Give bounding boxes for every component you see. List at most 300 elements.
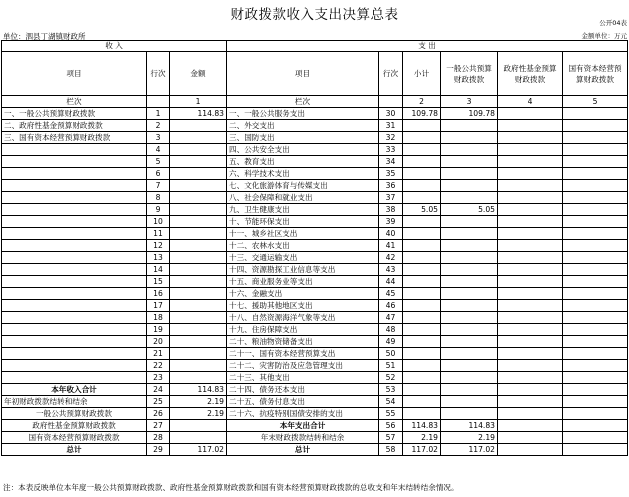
- row-subtotal: [403, 324, 441, 336]
- row-gov-fund: [498, 180, 563, 192]
- row-left-no: 19: [147, 324, 170, 336]
- row-left-amount: [170, 360, 227, 372]
- row-left-item: [2, 252, 147, 264]
- row-state-capital: [563, 228, 628, 240]
- row-gov-fund: [498, 396, 563, 408]
- row-general: [441, 312, 498, 324]
- row-right-item: 十一、城乡社区支出: [227, 228, 379, 240]
- row-right-no: 44: [379, 276, 403, 288]
- row-right-item: 十三、交通运输支出: [227, 252, 379, 264]
- table-row: [2, 180, 628, 192]
- row-right-no: 37: [379, 192, 403, 204]
- row-general: [441, 336, 498, 348]
- table-row: [2, 432, 628, 444]
- row-subtotal: [403, 144, 441, 156]
- row-left-item: 一般公共预算财政拨款: [2, 408, 147, 420]
- row-right-no: 33: [379, 144, 403, 156]
- row-right-no: 41: [379, 240, 403, 252]
- row-left-amount: [170, 120, 227, 132]
- row-general: 5.05: [441, 204, 498, 216]
- row-left-no: 24: [147, 384, 170, 396]
- table-row: [2, 132, 628, 144]
- row-subtotal: [403, 228, 441, 240]
- row-right-item: 二十四、债务还本支出: [227, 384, 379, 396]
- row-left-no: 10: [147, 216, 170, 228]
- row-right-no: 32: [379, 132, 403, 144]
- row-left-no: 16: [147, 288, 170, 300]
- income-section-header: 收 入: [2, 41, 227, 52]
- row-right-item: 六、科学技术支出: [227, 168, 379, 180]
- row-left-no: 2: [147, 120, 170, 132]
- row-left-item: [2, 180, 147, 192]
- row-gov-fund: [498, 216, 563, 228]
- row-general: [441, 216, 498, 228]
- row-general: [441, 252, 498, 264]
- row-left-no: 1: [147, 108, 170, 120]
- row-left-item: [2, 204, 147, 216]
- row-left-item: 总计: [2, 444, 147, 456]
- table-row: [2, 240, 628, 252]
- row-left-amount: [170, 156, 227, 168]
- row-right-no: 34: [379, 156, 403, 168]
- row-gov-fund: [498, 372, 563, 384]
- row-gov-fund: [498, 156, 563, 168]
- row-gov-fund: [498, 384, 563, 396]
- row-left-no: 14: [147, 264, 170, 276]
- row-state-capital: [563, 120, 628, 132]
- row-subtotal: 117.02: [403, 444, 441, 456]
- table-row: [2, 120, 628, 132]
- row-subtotal: [403, 336, 441, 348]
- row-left-no: 13: [147, 252, 170, 264]
- row-left-no: 22: [147, 360, 170, 372]
- row-gov-fund: [498, 420, 563, 432]
- row-subtotal: [403, 132, 441, 144]
- row-right-no: 58: [379, 444, 403, 456]
- row-gov-fund: [498, 324, 563, 336]
- row-right-item: 本年支出合计: [227, 420, 379, 432]
- row-state-capital: [563, 144, 628, 156]
- row-state-capital: [563, 432, 628, 444]
- row-right-item: 七、文化旅游体育与传媒支出: [227, 180, 379, 192]
- row-left-no: 15: [147, 276, 170, 288]
- row-left-item: [2, 216, 147, 228]
- row-right-item: 十五、商业服务业等支出: [227, 276, 379, 288]
- row-state-capital: [563, 300, 628, 312]
- row-subtotal: [403, 120, 441, 132]
- row-state-capital: [563, 108, 628, 120]
- row-gov-fund: [498, 348, 563, 360]
- form-code: 公开04表: [599, 19, 627, 27]
- row-left-no: 17: [147, 300, 170, 312]
- table-row: [2, 216, 628, 228]
- row-right-no: 35: [379, 168, 403, 180]
- row-left-item: [2, 372, 147, 384]
- row-right-no: 54: [379, 396, 403, 408]
- row-subtotal: [403, 180, 441, 192]
- row-left-amount: [170, 144, 227, 156]
- row-state-capital: [563, 444, 628, 456]
- row-left-no: 29: [147, 444, 170, 456]
- row-left-item: [2, 336, 147, 348]
- row-subtotal: [403, 396, 441, 408]
- row-general: [441, 384, 498, 396]
- row-left-item: [2, 144, 147, 156]
- table-row: [2, 252, 628, 264]
- row-left-item: 本年收入合计: [2, 384, 147, 396]
- table-row: [2, 336, 628, 348]
- col-header-state-capital: 国有资本经营预算财政拨款: [563, 52, 628, 96]
- row-general: [441, 276, 498, 288]
- row-left-item: [2, 360, 147, 372]
- row-left-no: 3: [147, 132, 170, 144]
- row-left-no: 12: [147, 240, 170, 252]
- row-right-item: 八、社会保障和就业支出: [227, 192, 379, 204]
- row-state-capital: [563, 156, 628, 168]
- row-subtotal: [403, 312, 441, 324]
- col-header-amount: 金额: [170, 52, 227, 96]
- row-state-capital: [563, 192, 628, 204]
- col-header-row-no: 行次: [147, 52, 170, 96]
- row-general: [441, 348, 498, 360]
- table-row: [2, 156, 628, 168]
- row-left-item: 三、国有资本经营预算财政拨款: [2, 132, 147, 144]
- row-left-item: [2, 264, 147, 276]
- row-state-capital: [563, 240, 628, 252]
- row-left-item: 年初财政拨款结转和结余: [2, 396, 147, 408]
- col-index-blank: [147, 96, 170, 108]
- row-left-amount: [170, 372, 227, 384]
- row-right-item: 十二、农林水支出: [227, 240, 379, 252]
- row-general: [441, 408, 498, 420]
- row-general: [441, 396, 498, 408]
- row-left-no: 6: [147, 168, 170, 180]
- row-right-item: 十九、住房保障支出: [227, 324, 379, 336]
- table-row: [2, 168, 628, 180]
- row-subtotal: 2.19: [403, 432, 441, 444]
- table-row: [2, 264, 628, 276]
- row-right-item: 一、一般公共服务支出: [227, 108, 379, 120]
- row-general: [441, 144, 498, 156]
- col-header-subtotal: 小计: [403, 52, 441, 96]
- row-gov-fund: [498, 204, 563, 216]
- row-gov-fund: [498, 252, 563, 264]
- col-index-amount: 1: [170, 96, 227, 108]
- row-left-amount: [170, 216, 227, 228]
- row-left-amount: [170, 432, 227, 444]
- expend-section-header: 支 出: [227, 41, 628, 52]
- row-left-amount: [170, 312, 227, 324]
- col-index-2: 2: [403, 96, 441, 108]
- row-subtotal: [403, 288, 441, 300]
- row-right-item: 四、公共安全支出: [227, 144, 379, 156]
- row-left-amount: [170, 132, 227, 144]
- row-left-amount: [170, 348, 227, 360]
- row-left-amount: [170, 192, 227, 204]
- row-left-item: 国有资本经营预算财政拨款: [2, 432, 147, 444]
- row-gov-fund: [498, 300, 563, 312]
- row-state-capital: [563, 264, 628, 276]
- table-row: [2, 300, 628, 312]
- row-gov-fund: [498, 444, 563, 456]
- table-row: [2, 144, 628, 156]
- row-right-item: 二十五、债务付息支出: [227, 396, 379, 408]
- table-row: [2, 192, 628, 204]
- row-left-amount: 2.19: [170, 396, 227, 408]
- row-left-amount: 117.02: [170, 444, 227, 456]
- row-right-no: 52: [379, 372, 403, 384]
- row-right-no: 42: [379, 252, 403, 264]
- table-row: [2, 408, 628, 420]
- col-header-general: 一般公共预算财政拨款: [441, 52, 498, 96]
- col-header-gov-fund: 政府性基金预算财政拨款: [498, 52, 563, 96]
- col-index-blank2: [379, 96, 403, 108]
- org-label: 单位：泗县丁湖镇财政所: [3, 32, 86, 41]
- table-row: [2, 228, 628, 240]
- row-right-item: 年末财政拨款结转和结余: [227, 432, 379, 444]
- row-left-item: [2, 192, 147, 204]
- row-subtotal: [403, 276, 441, 288]
- row-left-no: 11: [147, 228, 170, 240]
- table-row: [2, 312, 628, 324]
- col-index-4: 4: [498, 96, 563, 108]
- row-left-item: [2, 228, 147, 240]
- row-subtotal: [403, 372, 441, 384]
- row-right-item: 二十一、国有资本经营预算支出: [227, 348, 379, 360]
- row-gov-fund: [498, 228, 563, 240]
- row-state-capital: [563, 324, 628, 336]
- row-left-no: 18: [147, 312, 170, 324]
- row-subtotal: [403, 384, 441, 396]
- row-state-capital: [563, 336, 628, 348]
- row-general: [441, 120, 498, 132]
- table-row: [2, 276, 628, 288]
- row-left-item: [2, 168, 147, 180]
- row-gov-fund: [498, 312, 563, 324]
- col-index-5: 5: [563, 96, 628, 108]
- page-title: 财政拨款收入支出决算总表: [230, 7, 399, 23]
- table-body: [2, 108, 628, 456]
- row-left-no: 8: [147, 192, 170, 204]
- row-left-amount: [170, 420, 227, 432]
- row-right-item: 三、国防支出: [227, 132, 379, 144]
- row-state-capital: [563, 420, 628, 432]
- row-left-item: [2, 240, 147, 252]
- col-index-3: 3: [441, 96, 498, 108]
- row-right-no: 43: [379, 264, 403, 276]
- row-general: [441, 132, 498, 144]
- row-left-item: [2, 324, 147, 336]
- row-subtotal: [403, 264, 441, 276]
- row-left-amount: [170, 228, 227, 240]
- row-right-no: 31: [379, 120, 403, 132]
- row-general: [441, 168, 498, 180]
- row-left-amount: [170, 168, 227, 180]
- row-subtotal: [403, 360, 441, 372]
- row-left-amount: [170, 204, 227, 216]
- row-left-no: 7: [147, 180, 170, 192]
- row-state-capital: [563, 168, 628, 180]
- row-right-item: 十四、资源勘探工业信息等支出: [227, 264, 379, 276]
- row-left-amount: [170, 288, 227, 300]
- row-subtotal: 109.78: [403, 108, 441, 120]
- row-gov-fund: [498, 432, 563, 444]
- row-subtotal: [403, 192, 441, 204]
- row-right-no: 55: [379, 408, 403, 420]
- row-subtotal: 5.05: [403, 204, 441, 216]
- table-row: [2, 384, 628, 396]
- row-subtotal: [403, 168, 441, 180]
- row-gov-fund: [498, 264, 563, 276]
- row-left-amount: [170, 336, 227, 348]
- row-left-amount: [170, 324, 227, 336]
- row-left-no: 23: [147, 372, 170, 384]
- row-left-item: [2, 156, 147, 168]
- row-general: 109.78: [441, 108, 498, 120]
- row-state-capital: [563, 312, 628, 324]
- row-right-item: 二十二、灾害防治及应急管理支出: [227, 360, 379, 372]
- row-left-no: 28: [147, 432, 170, 444]
- row-gov-fund: [498, 144, 563, 156]
- row-left-amount: [170, 300, 227, 312]
- row-state-capital: [563, 276, 628, 288]
- row-left-amount: 2.19: [170, 408, 227, 420]
- row-right-no: 38: [379, 204, 403, 216]
- row-left-item: [2, 348, 147, 360]
- row-right-no: 48: [379, 324, 403, 336]
- table-row: [2, 444, 628, 456]
- row-right-no: 49: [379, 336, 403, 348]
- row-left-amount: [170, 264, 227, 276]
- row-left-no: 25: [147, 396, 170, 408]
- row-state-capital: [563, 252, 628, 264]
- row-state-capital: [563, 360, 628, 372]
- row-right-item: 十六、金融支出: [227, 288, 379, 300]
- row-general: [441, 264, 498, 276]
- row-left-amount: 114.83: [170, 108, 227, 120]
- row-left-amount: [170, 240, 227, 252]
- row-general: [441, 300, 498, 312]
- footnote: 注：本表反映单位本年度一般公共预算财政拨款、政府性基金预算财政拨款和国有资本经营预算财政拨款的总收支和年末结转结余情况。: [3, 483, 459, 492]
- row-right-no: 39: [379, 216, 403, 228]
- row-state-capital: [563, 372, 628, 384]
- row-general: 2.19: [441, 432, 498, 444]
- row-right-no: 56: [379, 420, 403, 432]
- row-general: [441, 360, 498, 372]
- row-left-item: [2, 276, 147, 288]
- table-row: [2, 396, 628, 408]
- row-subtotal: [403, 216, 441, 228]
- row-left-amount: 114.83: [170, 384, 227, 396]
- row-general: 117.02: [441, 444, 498, 456]
- row-left-no: 27: [147, 420, 170, 432]
- row-right-no: 45: [379, 288, 403, 300]
- row-right-item: 二十六、抗疫特别国债安排的支出: [227, 408, 379, 420]
- table-row: [2, 420, 628, 432]
- row-left-no: 21: [147, 348, 170, 360]
- row-state-capital: [563, 408, 628, 420]
- row-left-no: 26: [147, 408, 170, 420]
- row-right-no: 50: [379, 348, 403, 360]
- row-general: [441, 240, 498, 252]
- row-left-item: [2, 312, 147, 324]
- row-gov-fund: [498, 288, 563, 300]
- row-right-no: 57: [379, 432, 403, 444]
- row-subtotal: [403, 348, 441, 360]
- row-subtotal: [403, 156, 441, 168]
- row-general: [441, 324, 498, 336]
- row-right-item: 二十三、其他支出: [227, 372, 379, 384]
- table-row: [2, 324, 628, 336]
- row-left-no: 9: [147, 204, 170, 216]
- row-gov-fund: [498, 192, 563, 204]
- row-state-capital: [563, 204, 628, 216]
- row-right-item: 总计: [227, 444, 379, 456]
- row-gov-fund: [498, 168, 563, 180]
- row-gov-fund: [498, 120, 563, 132]
- row-right-no: 53: [379, 384, 403, 396]
- row-subtotal: [403, 252, 441, 264]
- table-row: [2, 288, 628, 300]
- row-general: [441, 288, 498, 300]
- table-row: [2, 360, 628, 372]
- row-gov-fund: [498, 360, 563, 372]
- row-left-item: 一、一般公共预算财政拨款: [2, 108, 147, 120]
- row-left-no: 4: [147, 144, 170, 156]
- row-right-no: 30: [379, 108, 403, 120]
- row-general: [441, 228, 498, 240]
- row-general: [441, 192, 498, 204]
- row-state-capital: [563, 288, 628, 300]
- table-row: [2, 348, 628, 360]
- col-index-label-left: 栏次: [2, 96, 147, 108]
- row-gov-fund: [498, 240, 563, 252]
- row-gov-fund: [498, 132, 563, 144]
- row-subtotal: 114.83: [403, 420, 441, 432]
- row-state-capital: [563, 348, 628, 360]
- row-right-item: 十七、援助其他地区支出: [227, 300, 379, 312]
- row-state-capital: [563, 216, 628, 228]
- row-state-capital: [563, 180, 628, 192]
- row-left-amount: [170, 180, 227, 192]
- row-general: 114.83: [441, 420, 498, 432]
- table-row: [2, 372, 628, 384]
- row-right-no: 47: [379, 312, 403, 324]
- col-header-item2: 项目: [227, 52, 379, 96]
- summary-table: [1, 40, 628, 456]
- row-gov-fund: [498, 276, 563, 288]
- row-general: [441, 180, 498, 192]
- col-header-row-no2: 行次: [379, 52, 403, 96]
- row-left-item: 政府性基金预算财政拨款: [2, 420, 147, 432]
- row-general: [441, 372, 498, 384]
- row-left-no: 20: [147, 336, 170, 348]
- row-right-item: 十八、自然资源海洋气象等支出: [227, 312, 379, 324]
- row-state-capital: [563, 396, 628, 408]
- row-right-no: 51: [379, 360, 403, 372]
- table-row: [2, 108, 628, 120]
- row-subtotal: [403, 408, 441, 420]
- row-state-capital: [563, 384, 628, 396]
- row-right-item: 五、教育支出: [227, 156, 379, 168]
- row-gov-fund: [498, 108, 563, 120]
- table-row: [2, 204, 628, 216]
- row-left-no: 5: [147, 156, 170, 168]
- row-left-item: 二、政府性基金预算财政拨款: [2, 120, 147, 132]
- row-right-no: 46: [379, 300, 403, 312]
- row-gov-fund: [498, 408, 563, 420]
- row-right-item: 二、外交支出: [227, 120, 379, 132]
